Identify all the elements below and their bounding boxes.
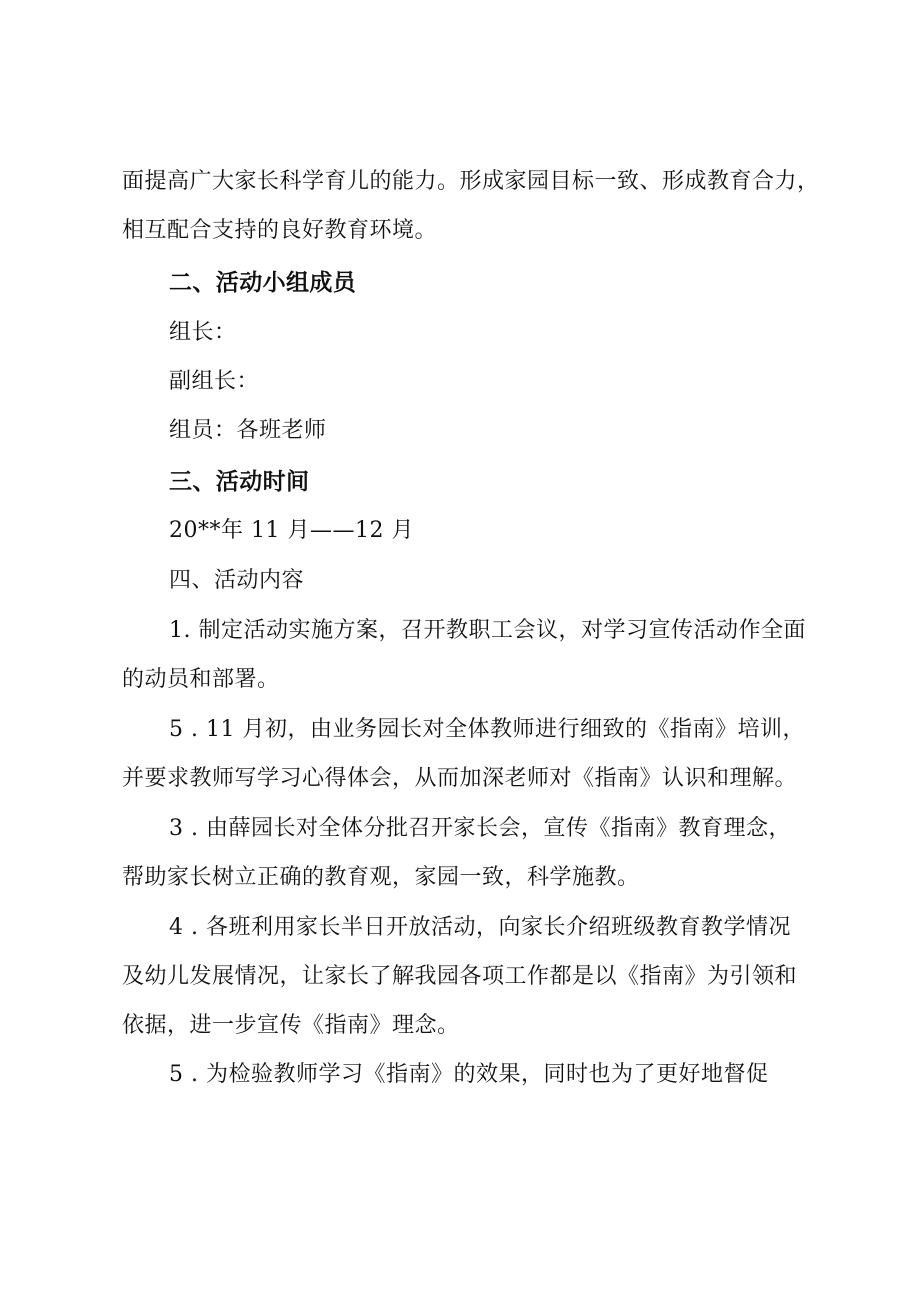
- intro-line-1: 面提高广大家长科学育儿的能力。形成家园目标一致、形成教育合力，: [122, 169, 820, 194]
- content-item-3-line-2: 帮助家长树立正确的教育观，家园一致，科学施教。: [122, 865, 640, 890]
- content-item-1-line-2: 的动员和部署。: [122, 667, 280, 692]
- members-field: 组员：各班老师: [169, 418, 327, 443]
- section-4-title: 四、活动内容: [169, 568, 305, 593]
- content-item-4-line-2: 及幼儿发展情况，让家长了解我园各项工作都是以《指南》为引领和: [122, 964, 798, 989]
- activity-time: 20**年 11 月——12 月: [169, 518, 414, 543]
- leader-field: 组长：: [169, 320, 237, 345]
- deputy-leader-field: 副组长：: [169, 369, 260, 394]
- content-item-2-line-2: 并要求教师写学习心得体会，从而加深老师对《指南》认识和理解。: [122, 766, 798, 791]
- content-item-4-line-3: 依据，进一步宣传《指南》理念。: [122, 1013, 460, 1038]
- content-item-3-line-1: 3 . 由薛园长对全体分批召开家长会，宣传《指南》教育理念，: [169, 816, 791, 841]
- content-item-4-line-1: 4 . 各班利用家长半日开放活动，向家长介绍班级教育教学情况: [169, 915, 791, 940]
- content-item-1-line-1: 1. 制定活动实施方案，召开教职工会议，对学习宣传活动作全面: [169, 618, 806, 643]
- intro-line-2: 相互配合支持的良好教育环境。: [122, 218, 438, 243]
- content-item-2-line-1: 5 . 11 月初，由业务园长对全体教师进行细致的《指南》培训，: [169, 717, 805, 742]
- section-3-title: 三、活动时间: [169, 469, 310, 495]
- section-2-title: 二、活动小组成员: [169, 270, 357, 296]
- content-item-5-line-1: 5 . 为检验教师学习《指南》的效果，同时也为了更好地督促: [169, 1062, 769, 1087]
